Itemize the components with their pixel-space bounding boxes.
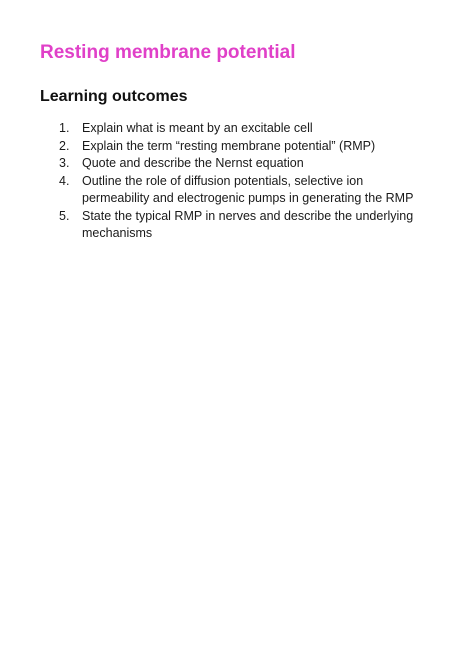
- list-item-number: 1.: [59, 121, 70, 135]
- list-item-number: 2.: [59, 138, 70, 153]
- list-item-text: Quote and describe the Nernst equation: [82, 156, 304, 170]
- list-item: [40, 208, 440, 243]
- list-item: [40, 173, 440, 208]
- section-heading: Learning outcomes: [40, 88, 188, 105]
- learning-outcomes-list: [40, 120, 440, 243]
- list-item-number: 4.: [59, 173, 70, 188]
- list-item-number: 5.: [59, 208, 70, 223]
- list-item: [40, 120, 440, 138]
- list-item-text: Outline the role of diffusion potentials, selective ion permeability and electrogenic pumps in generating the RMP: [82, 173, 414, 205]
- list-item-text: Explain what is meant by an excitable cell: [82, 121, 313, 135]
- list-item: [40, 138, 440, 156]
- list-item-number: 3.: [59, 156, 70, 170]
- list-item-text: Explain the term “resting membrane potential” (RMP): [82, 138, 376, 153]
- document-title: Resting membrane potential: [40, 42, 296, 63]
- list-item-text: State the typical RMP in nerves and describe the underlying mechanisms: [82, 208, 414, 240]
- list-item: [40, 155, 440, 173]
